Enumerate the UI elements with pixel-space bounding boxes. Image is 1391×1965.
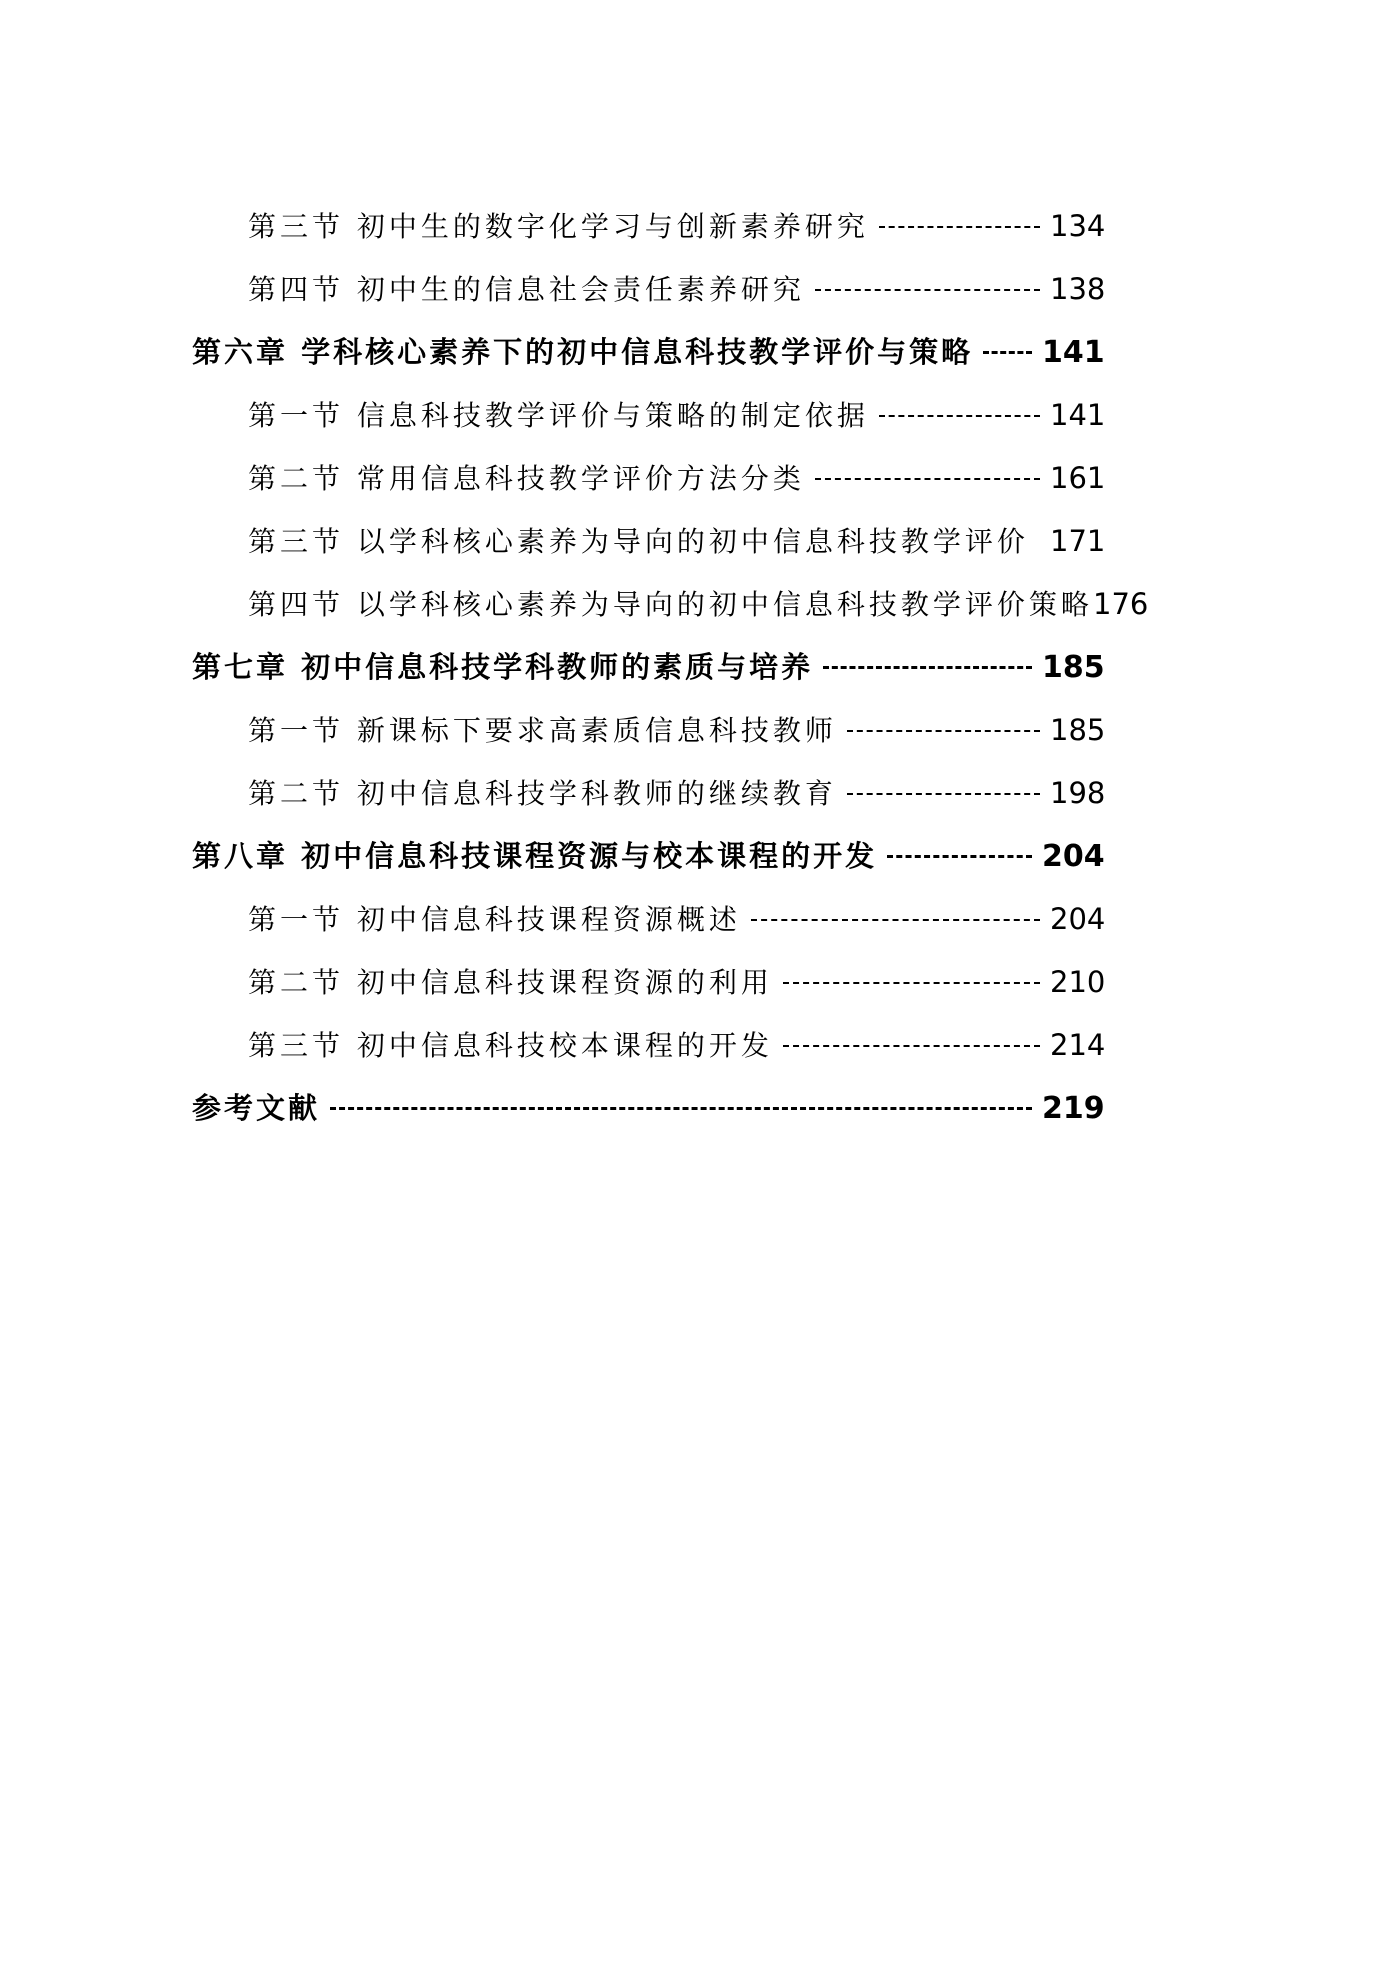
dot-leader [751,919,1040,921]
toc-chapter[interactable] [0,636,1391,699]
toc-entry[interactable] [0,447,1391,510]
toc-entry-title: 第二节 初中信息科技学科教师的继续教育 [248,777,837,810]
toc-entry[interactable] [0,384,1391,447]
dot-leader [783,1045,1040,1047]
toc-entry[interactable] [0,951,1391,1014]
toc-entry-title: 第一节 信息科技教学评价与策略的制定依据 [248,399,869,432]
dot-leader [879,415,1040,417]
toc-chapter-title: 参考文献 [192,1091,321,1125]
dot-leader [815,478,1040,480]
toc-chapter-title: 第八章 初中信息科技课程资源与校本课程的开发 [192,839,878,873]
table-of-contents [0,195,1391,1140]
toc-entry-page: 185 [1050,713,1106,747]
toc-chapter-page: 141 [1042,335,1105,370]
toc-chapter-title: 第六章 学科核心素养下的初中信息科技教学评价与策略 [192,335,974,369]
toc-entry[interactable] [0,258,1391,321]
toc-entry-page: 138 [1050,272,1106,306]
toc-entry-title: 第一节 新课标下要求高素质信息科技教师 [248,714,837,747]
toc-entry-title: 第二节 常用信息科技教学评价方法分类 [248,462,805,495]
dot-leader [847,730,1040,732]
dot-leader [983,351,1032,354]
toc-entry-title: 第二节 初中信息科技课程资源的利用 [248,966,773,999]
toc-entry-title: 第四节 初中生的信息社会责任素养研究 [248,273,805,306]
toc-entry-page: 141 [1050,398,1106,432]
toc-entry-title: 第四节 以学科核心素养为导向的初中信息科技教学评价策略 [248,588,1093,621]
toc-entry-page: 198 [1050,776,1106,810]
toc-entry-title: 第一节 初中信息科技课程资源概述 [248,903,741,936]
toc-entry-page: 134 [1050,209,1106,243]
toc-entry[interactable] [0,1014,1391,1077]
dot-leader [330,1107,1032,1110]
toc-entry[interactable] [0,888,1391,951]
toc-entry[interactable] [0,195,1391,258]
dot-leader [879,226,1040,228]
toc-chapter[interactable] [0,825,1391,888]
toc-entry-page: 161 [1050,461,1106,495]
toc-entry-page: 210 [1050,965,1106,999]
toc-entry-title: 第三节 初中信息科技校本课程的开发 [248,1029,773,1062]
toc-entry-title: 第三节 以学科核心素养为导向的初中信息科技教学评价 [248,525,1029,558]
toc-entry-page: 176 [1093,587,1149,621]
toc-entry-page: 204 [1050,902,1106,936]
toc-entry-page: 214 [1050,1028,1106,1062]
toc-entry[interactable] [0,699,1391,762]
dot-leader [823,666,1032,669]
dot-leader [887,855,1032,858]
toc-chapter-title: 第七章 初中信息科技学科教师的素质与培养 [192,650,814,684]
dot-leader [847,793,1040,795]
dot-leader [783,982,1040,984]
toc-entry[interactable] [0,573,1391,636]
toc-entry[interactable] [0,762,1391,825]
dot-leader [815,289,1040,291]
toc-entry-title: 第三节 初中生的数字化学习与创新素养研究 [248,210,869,243]
toc-chapter-page: 219 [1042,1091,1105,1126]
toc-chapter[interactable] [0,1077,1391,1140]
toc-entry[interactable] [0,510,1391,573]
toc-chapter[interactable] [0,321,1391,384]
toc-chapter-page: 204 [1042,839,1105,874]
toc-chapter-page: 185 [1042,650,1105,685]
toc-entry-page: 171 [1050,524,1106,558]
